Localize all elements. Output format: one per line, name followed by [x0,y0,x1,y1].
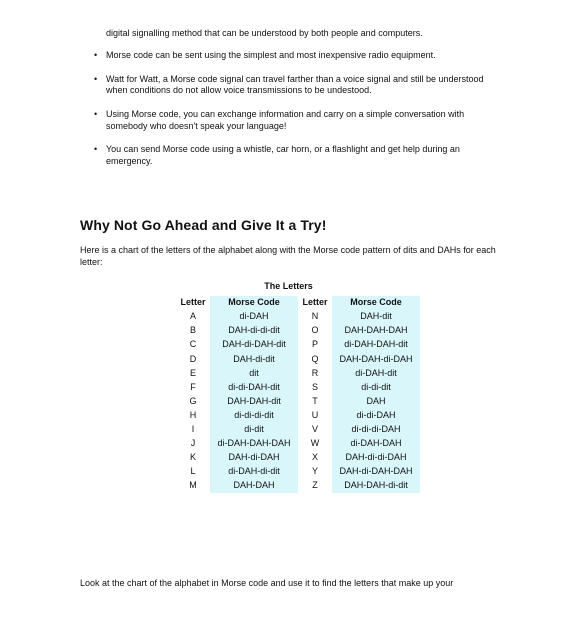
morse-code-cell: di-di-di-dit [210,409,298,423]
morse-code-cell: dit [210,366,298,380]
list-item: • Watt for Watt, a Morse code signal can travel farther than a voice signal and still be understood when conditions do not allow voice transmissions to be undestood. [80,74,500,97]
morse-code-cell: DAH-di-DAH-dit [210,338,298,352]
table-row [178,352,420,366]
morse-code-cell: di-di-dit [332,381,420,395]
letter-cell: L [178,465,208,479]
column-header-letter: Letter [178,296,208,310]
closing-paragraph: Look at the chart of the alphabet in Morse code and use it to find the letters that make up your [80,578,454,588]
table-row [178,409,420,423]
letter-cell: I [178,423,208,437]
letter-cell: W [300,437,330,451]
table-row [178,451,420,465]
letter-cell: S [300,381,330,395]
table-row [178,465,420,479]
list-item: • You can send Morse code using a whistle, car horn, or a flashlight and get help during an emergency. [80,144,500,167]
morse-code-cell: DAH [332,395,420,409]
letter-cell: Y [300,465,330,479]
letter-cell: A [178,310,208,324]
letter-cell: O [300,324,330,338]
morse-code-cell: di-di-DAH-dit [210,381,298,395]
column-header-morse-code: Morse Code [332,296,420,310]
morse-code-cell: DAH-dit [332,310,420,324]
column-header-letter: Letter [300,296,330,310]
table-row [178,366,420,380]
morse-code-cell: di-DAH-DAH [332,437,420,451]
table-row [178,395,420,409]
column-header-morse-code: Morse Code [210,296,298,310]
morse-code-cell: DAH-di-DAH-DAH [332,465,420,479]
table-body [178,310,420,493]
morse-code-cell: DAH-DAH-di-DAH [332,352,420,366]
letter-cell: G [178,395,208,409]
table-header-row [178,296,420,310]
morse-code-cell: DAH-DAH [210,479,298,493]
table-row [178,423,420,437]
letter-cell: V [300,423,330,437]
letter-cell: R [300,366,330,380]
table-row [178,437,420,451]
morse-code-cell: di-DAH-dit [332,366,420,380]
morse-code-cell: di-DAH-DAH-DAH [210,437,298,451]
morse-code-cell: DAH-DAH-DAH [332,324,420,338]
table-row [178,338,420,352]
paragraph-fragment: digital signalling method that can be understood by both people and computers. [106,28,423,38]
table-row [178,310,420,324]
section-heading: Why Not Go Ahead and Give It a Try! [80,217,327,233]
morse-code-cell: DAH-di-DAH [210,451,298,465]
letter-cell: H [178,409,208,423]
morse-code-cell: DAH-DAH-dit [210,395,298,409]
table-row [178,324,420,338]
letter-cell: N [300,310,330,324]
benefits-list [80,50,500,180]
morse-code-cell: di-DAH [210,310,298,324]
table-row [178,479,420,493]
morse-code-cell: DAH-di-dit [210,352,298,366]
letter-cell: E [178,366,208,380]
letter-cell: X [300,451,330,465]
morse-code-cell: di-di-di-DAH [332,423,420,437]
morse-code-cell: di-DAH-DAH-dit [332,338,420,352]
letter-cell: J [178,437,208,451]
intro-paragraph: Here is a chart of the letters of the alphabet along with the Morse code pattern of dits and DAHs for each letter: [80,245,496,267]
morse-code-cell: DAH-DAH-di-dit [332,479,420,493]
letter-cell: Q [300,352,330,366]
letter-cell: C [178,338,208,352]
morse-code-cell: di-di-DAH [332,409,420,423]
letter-cell: D [178,352,208,366]
letter-cell: T [300,395,330,409]
morse-code-cell: di-dit [210,423,298,437]
letter-cell: U [300,409,330,423]
morse-code-table [176,296,422,493]
morse-code-cell: DAH-di-di-DAH [332,451,420,465]
letter-cell: Z [300,479,330,493]
letter-cell: F [178,381,208,395]
morse-code-cell: di-DAH-di-dit [210,465,298,479]
list-item: • Morse code can be sent using the simplest and most inexpensive radio equipment. [80,50,500,62]
letter-cell: P [300,338,330,352]
morse-code-cell: DAH-di-di-dit [210,324,298,338]
letter-cell: M [178,479,208,493]
letter-cell: K [178,451,208,465]
letter-cell: B [178,324,208,338]
list-item: • Using Morse code, you can exchange information and carry on a simple conversation with somebody who doesn't speak your language! [80,109,500,132]
table-caption: The Letters [264,281,313,291]
table-row [178,381,420,395]
